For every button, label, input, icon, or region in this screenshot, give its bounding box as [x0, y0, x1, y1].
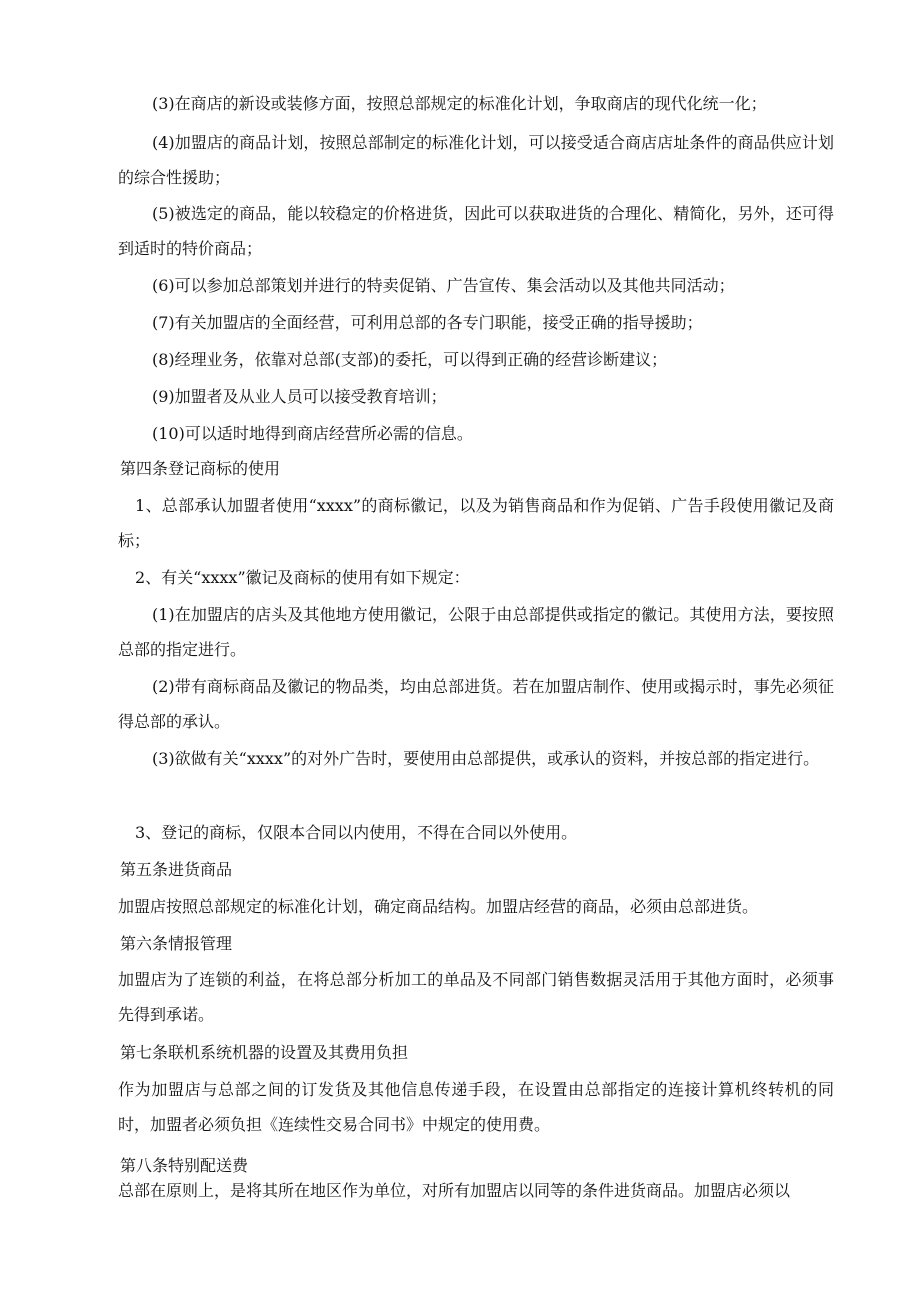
clause-item-7: (7)有关加盟店的全面经营，可利用总部的各专门职能，接受正确的指导援助； [152, 313, 703, 332]
clause-item-8: (8)经理业务，依靠对总部(支部)的委托，可以得到正确的经营诊断建议； [152, 350, 668, 369]
clause-item-6: (6)可以参加总部策划并进行的特卖促销、广告宣传、集会活动以及其他共同活动； [152, 276, 735, 295]
article-6-heading: 第六条情报管理 [120, 934, 233, 953]
clause-item-10: (10)可以适时地得到商店经营所必需的信息。 [152, 424, 473, 443]
article-6-body: 加盟店为了连锁的利益，在将总部分析加工的单品及不同部门销售数据灵活用于其他方面时，必须事先得到承诺。 [118, 970, 834, 1024]
article-4-point-3: 3、登记的商标，仅限本合同以内使用，不得在合同以外使用。 [135, 823, 578, 842]
article-5-body: 加盟店按照总部规定的标准化计划，确定商品结构。加盟店经营的商品，必须由总部进货。 [118, 897, 759, 916]
article-7-heading: 第七条联机系统机器的设置及其费用负担 [120, 1043, 409, 1062]
article-4-sub-2: (2)带有商标商品及徽记的物品类，均由总部进货。若在加盟店制作、使用或揭示时，事先必须征得总部的承认。 [118, 677, 834, 731]
article-5-heading: 第五条进货商品 [120, 860, 233, 879]
clause-item-5: (5)被选定的商品，能以较稳定的价格进货，因此可以获取进货的合理化、精简化，另外，还可得到适时的特价商品； [118, 204, 834, 258]
clause-item-9: (9)加盟者及从业人员可以接受教育培训； [152, 387, 447, 406]
article-4-sub-3: (3)欲做有关“xxxx”的对外广告时，要使用由总部提供，或承认的资料，并按总部的指定进行。 [152, 749, 820, 768]
article-4-point-1: 1、总部承认加盟者使用“xxxx”的商标徽记，以及为销售商品和作为促销、广告手段使用徽记及商标； [118, 496, 834, 550]
article-8-body: 总部在原则上，是将其所在地区作为单位，对所有加盟店以同等的条件进货商品。加盟店必须以 [118, 1181, 791, 1200]
clause-item-3: (3)在商店的新设或装修方面，按照总部规定的标准化计划，争取商店的现代化统一化； [152, 94, 767, 113]
article-4-point-2: 2、有关“xxxx”徽记及商标的使用有如下规定： [135, 568, 470, 587]
clause-item-4: (4)加盟店的商品计划，按照总部制定的标准化计划，可以接受适合商店店址条件的商品供应计划的综合性援助； [118, 133, 834, 187]
article-4-heading: 第四条登记商标的使用 [120, 459, 281, 478]
article-4-sub-1: (1)在加盟店的店头及其他地方使用徽记，公限于由总部提供或指定的徽记。其使用方法，要按照总部的指定进行。 [118, 605, 834, 659]
article-7-body: 作为加盟店与总部之间的订发货及其他信息传递手段，在设置由总部指定的连接计算机终转机的同时，加盟者必须负担《连续性交易合同书》中规定的使用费。 [118, 1080, 834, 1134]
article-8-heading: 第八条特别配送费 [120, 1156, 249, 1175]
